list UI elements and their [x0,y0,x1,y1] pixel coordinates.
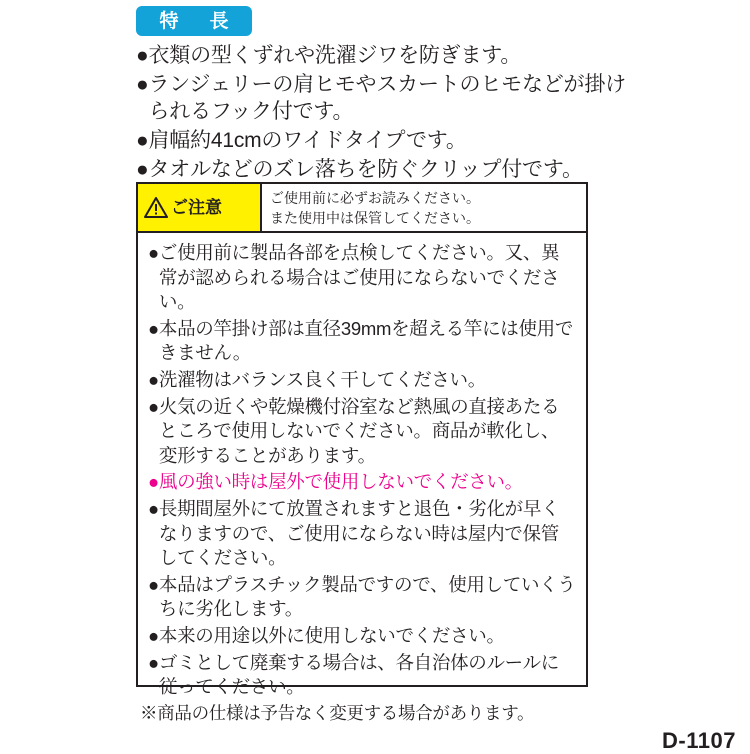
caution-item-text: 長期間屋外にて放置されますと退色・劣化が早くなりますので、ご使用にならない時は屋内で保管してください。 [158,497,560,569]
caution-header [138,184,586,233]
caution-label [138,184,262,231]
caution-list-item [148,317,576,366]
feature-item-text: 衣類の型くずれや洗濯ジワを防ぎます。 [148,44,522,67]
caution-header-note [262,184,586,231]
caution-list-item [148,241,576,315]
bullet-icon: ● [148,317,159,339]
bullet-icon: ● [136,44,149,67]
caution-list-item [148,368,576,393]
caution-list-item [148,624,576,649]
caution-note-line-2: また使用中は保管してください。 [270,210,480,227]
feature-heading-label: 特 長 [159,10,235,32]
feature-item-text: 肩幅約41cmのワイドタイプです。 [148,129,467,153]
caution-box [136,182,588,698]
bullet-icon: ● [148,395,159,417]
bullet-icon: ● [148,624,159,646]
caution-item-text: 風の強い時は屋外で使用しないでください。 [158,471,523,493]
caution-item-text: 本品の竿掛け部は直径39mmを超える竿には使用できません。 [158,317,574,364]
caution-item-text: ご使用前に製品各部を点検してください。又、異常が認められる場合はご使用にならないでください。 [158,242,560,313]
caution-item-text: 本品はプラスチック製品ですので、使用していくうちに劣化します。 [158,573,576,620]
caution-item-text: 火気の近くや乾燥機付浴室など熱風の直接あたるところで使用しないでください。商品が軟化し、変形することがあります。 [158,395,560,466]
caution-item-text: 本来の用途以外に使用しないでください。 [158,624,505,646]
bullet-icon: ● [148,368,159,390]
caution-list-item [148,395,576,469]
caution-list [138,233,586,700]
bullet-icon: ● [148,497,159,519]
caution-note-line-1: ご使用前に必ずお読みください。 [270,190,480,206]
caution-label-text: ご注意 [171,198,222,217]
feature-list-item [136,71,636,126]
feature-list-item [136,42,636,70]
warning-triangle-icon [144,197,168,218]
bullet-icon: ● [148,242,159,263]
feature-list-item [136,127,636,155]
product-code: D-1107 [662,728,736,753]
feature-list [136,42,636,185]
feature-item-text: ランジェリーの肩ヒモやスカートのヒモなどが掛けられるフック付です。 [148,72,626,124]
bullet-icon: ● [148,573,159,595]
bullet-icon: ● [148,651,159,673]
bullet-icon: ● [136,129,149,153]
feature-item-text: タオルなどのズレ落ちを防ぐクリップ付です。 [148,157,583,181]
bullet-icon: ● [136,157,149,181]
caution-list-item [148,573,576,622]
footer-note: ※商品の仕様は予告なく変更する場合があります。 [140,703,535,723]
caution-list-item-highlight [148,470,576,495]
caution-list-item [148,497,576,571]
bullet-icon: ● [148,471,159,493]
caution-item-text: ゴミとして廃棄する場合は、各自治体のルールに従ってください。 [158,651,559,698]
feature-heading-pill [136,6,252,36]
caution-list-item [148,651,576,700]
bullet-icon: ● [136,72,149,96]
feature-list-item [136,156,636,184]
caution-item-text: 洗濯物はバランス良く干してください。 [158,368,486,390]
